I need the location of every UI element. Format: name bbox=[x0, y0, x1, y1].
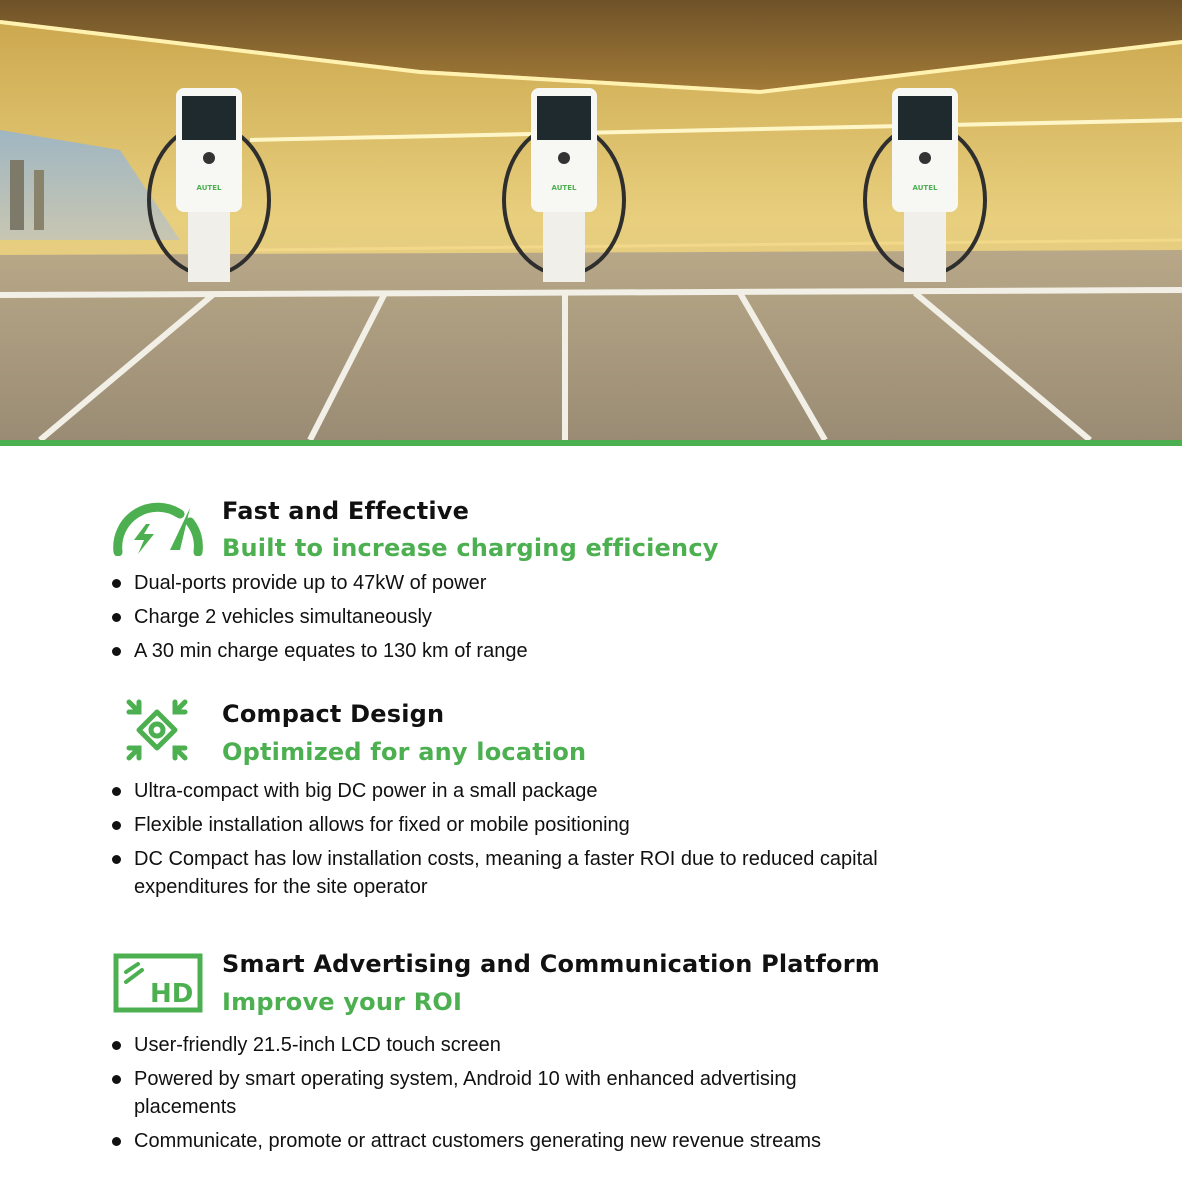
charger-brand-label: AUTEL bbox=[912, 184, 938, 192]
section-title: Smart Advertising and Communication Platform bbox=[222, 950, 880, 978]
compact-arrows-icon bbox=[125, 698, 189, 762]
section-subtitle: Optimized for any location bbox=[222, 738, 587, 766]
section-title: Fast and Effective bbox=[222, 497, 470, 525]
list-item: Flexible installation allows for fixed or mobile positioning bbox=[0, 811, 900, 839]
section-title: Compact Design bbox=[222, 700, 445, 728]
list-item: A 30 min charge equates to 130 km of range bbox=[0, 637, 900, 665]
list-item: DC Compact has low installation costs, meaning a faster ROI due to reduced capital expenditures for the site operator bbox=[0, 845, 900, 901]
hero-divider bbox=[0, 440, 1182, 446]
svg-text:HD: HD bbox=[150, 979, 194, 1009]
list-item: Powered by smart operating system, Android 10 with enhanced advertising placements bbox=[0, 1065, 900, 1121]
list-item: Ultra-compact with big DC power in a small package bbox=[0, 777, 900, 805]
section-subtitle: Built to increase charging efficiency bbox=[222, 534, 719, 562]
bullet-list bbox=[0, 1031, 900, 1161]
hero-photo bbox=[0, 0, 1182, 440]
list-item: Dual-ports provide up to 47kW of power bbox=[0, 569, 900, 597]
charger-brand-label: AUTEL bbox=[551, 184, 577, 192]
bullet-list bbox=[0, 569, 900, 671]
section-subtitle: Improve your ROI bbox=[222, 988, 463, 1016]
hd-screen-icon bbox=[112, 952, 204, 1014]
speedometer-bolt-icon bbox=[110, 500, 204, 556]
charger-brand-label: AUTEL bbox=[196, 184, 222, 192]
list-item: Charge 2 vehicles simultaneously bbox=[0, 603, 900, 631]
list-item: Communicate, promote or attract customers generating new revenue streams bbox=[0, 1127, 900, 1155]
list-item: User-friendly 21.5-inch LCD touch screen bbox=[0, 1031, 900, 1059]
bullet-list bbox=[0, 777, 900, 907]
